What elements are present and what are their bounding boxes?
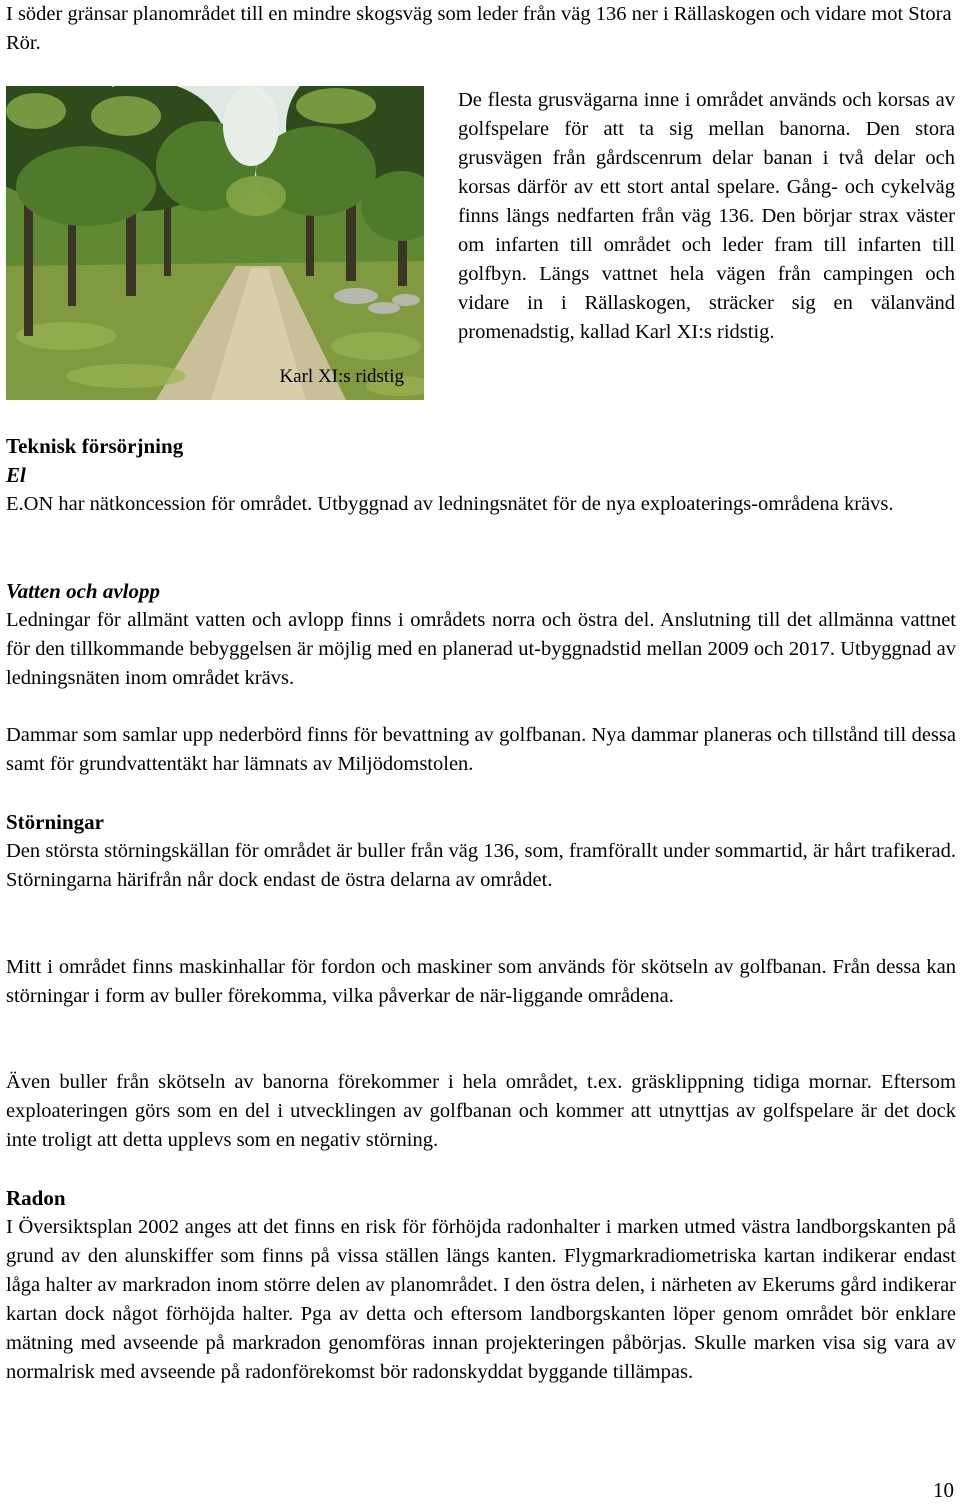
- heading-teknisk-forsorjning: Teknisk försörjning: [6, 434, 184, 458]
- paragraph-el: E.ON har nätkoncession för området. Utbyggnad av ledningsnätet för de nya exploaterings-områdena krävs.: [6, 493, 894, 515]
- intro-paragraph: I söder gränsar planområdet till en mindre skogsväg som leder från väg 136 ner i Rällaskogen och vidare mot Stora Rör.: [6, 3, 952, 54]
- paragraph-storningar-1: Den största störningskällan för området är buller från väg 136, som, framförallt under sommartid, är hårt trafikerad. Störningarna härifrån når dock endast de östra delarna av området.: [6, 840, 956, 891]
- subheading-el: El: [6, 463, 26, 487]
- subheading-vatten-och-avlopp: Vatten och avlopp: [6, 579, 161, 603]
- paragraph-storningar-3: Även buller från skötseln av banorna förekommer i hela området, t.ex. gräsklippning tidiga mornar. Eftersom exploateringen görs som en del i utvecklingen av golfbanan och kommer att utnyttjas av golfspelare är det dock inte troligt att detta upplevs som en negativ störning.: [6, 1071, 956, 1151]
- heading-radon: Radon: [6, 1186, 66, 1210]
- heading-storningar: Störningar: [6, 810, 105, 834]
- paragraph-dammar: Dammar som samlar upp nederbörd finns för bevattning av golfbanan. Nya dammar planeras och tillstånd till dessa samt för grundvattentäkt har lämnats av Miljödomstolen.: [6, 724, 956, 775]
- paragraph-radon: I Översiktsplan 2002 anges att det finns en risk för förhöjda radonhalter i marken utmed västra landborgskanten på grund av den alunskiffer som finns på vissa ställen längs kanten. Flygmarkradiometriska kartan indikerar endast låga halter av markradon inom större delen av planområdet. I den östra delen, i närheten av Ekerums gård indikerar kartan dock något förhöjda halter. Pga av detta och eftersom landborgskanten löper genom området bör enklare mätning med avseende på markradon genomföras innan projekteringen påbörjas. Skulle marken visa sig vara av normalrisk med avseende på radonförekomst bör radonskyddat byggande tillämpas.: [6, 1216, 956, 1383]
- paragraph-storningar-2: Mitt i området finns maskinhallar för fordon och maskiner som används för skötseln av golfbanan. Från dessa kan störningar i form av buller förekomma, vilka påverkar de när-liggande områdena.: [6, 956, 956, 1007]
- forest-path-illustration: [6, 86, 424, 400]
- photo-caption: Karl XI:s ridstig: [279, 366, 404, 387]
- side-paragraph: De flesta grusvägarna inne i området används och korsas av golfspelare för att ta sig mellan banorna. Den stora grusvägen från gårdscenrum delar banan i två delar och korsas därför av ett stort antal spelare. Gång- och cykelväg finns längs nedfarten från väg 136. Den börjar strax väster om infarten till området och leder fram till infarten till golfbyn. Längs vattnet hela vägen från campingen och vidare in i Rällaskogen, sträcker sig en välanvänd promenadstig, kallad Karl XI:s ridstig.: [458, 89, 955, 343]
- paragraph-vatten: Ledningar för allmänt vatten och avlopp finns i områdets norra och östra del. Anslutning till det allmänna vattnet för den tillkommande bebyggelsen är möjlig med en planerad ut-byggnadstid mellan 2009 och 2017. Utbyggnad av ledningsnäten inom området krävs.: [6, 609, 956, 689]
- page-number: 10: [933, 1478, 954, 1502]
- photo-forest-path: [6, 86, 424, 400]
